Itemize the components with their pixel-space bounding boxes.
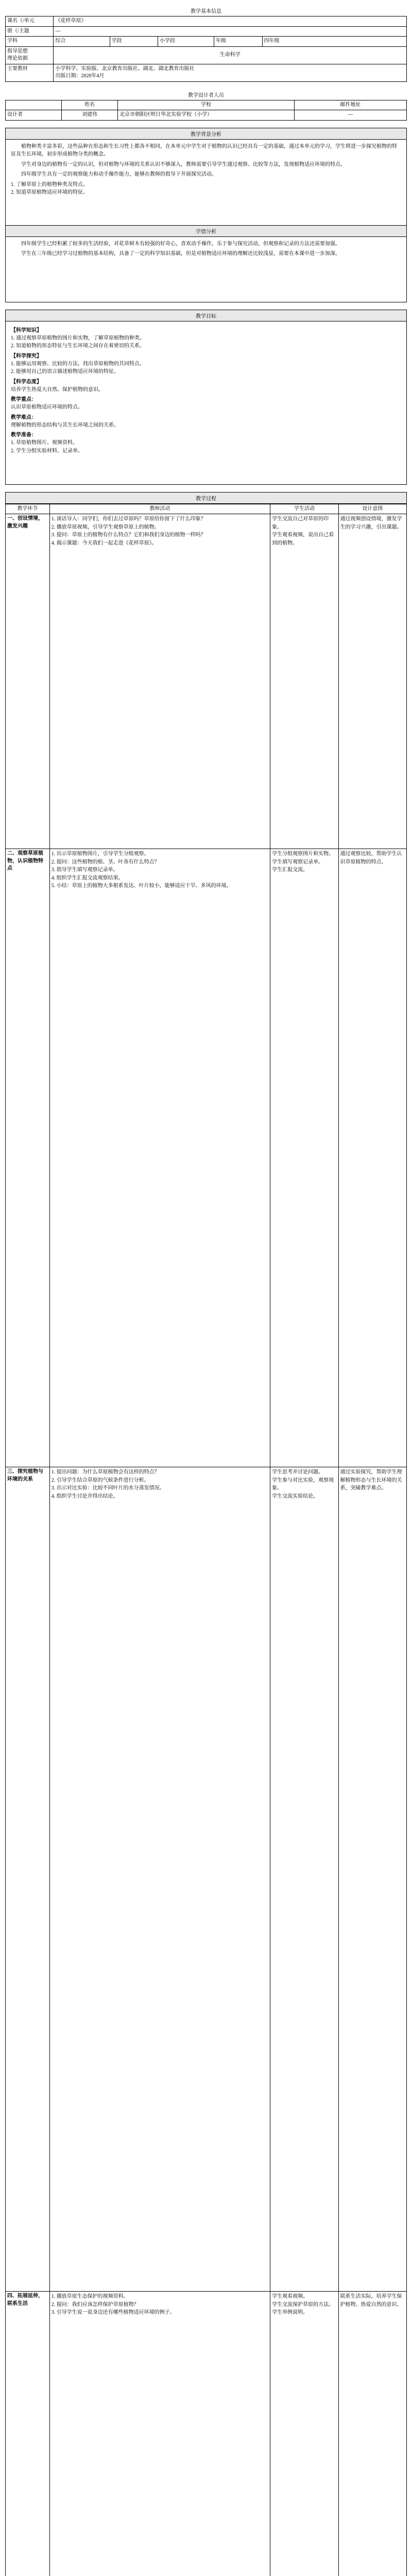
textbook-line: 小学科学、实验版、北京教育出版社、湖北、湖北教育出版社	[55, 65, 195, 72]
student-step: 学生思考并讨论问题。	[272, 1469, 324, 1475]
goals-line: 认识草原植物适应环境的特点。	[11, 404, 83, 410]
process-student-cell	[270, 849, 338, 1467]
background-point: 2. 知道草原植物适应环境的特征。	[11, 190, 88, 195]
student-step: 学生观看视频。	[272, 2294, 308, 2299]
process-student-cell	[270, 1467, 338, 2292]
designer-header-cell: 姓名	[62, 100, 118, 110]
designer-header-row	[6, 100, 407, 110]
teacher-step: 4. 揭示课题：今天我们一起走进《花样草原》。	[51, 540, 157, 546]
guide-row	[6, 46, 407, 64]
goals-line: 2. 学生分组实验材料、记录单。	[11, 448, 83, 454]
lesson-plan-document	[5, 5, 407, 2576]
goals-caption: 教学目标	[5, 310, 407, 321]
teacher-step: 3. 指导学生填写观察记录单。	[51, 867, 118, 873]
process-header-cell: 学生活动	[270, 504, 338, 514]
teacher-step: 1. 谈话导入：同学们，你们去过草原吗？草原给你留下了什么印象？	[51, 516, 206, 522]
process-stage: 三、探究植物与环境的关系	[6, 1467, 50, 2292]
background-paragraph: 植物种类丰富多彩，这些品种在形态和生长习性上都各不相同，在本单元中学生对于植物的认识已经具有一定的基础，通过本单元的学习，学生将进一步探究植物的特征及生长环境，初步形成植物分类的概念。	[11, 143, 397, 157]
student-step: 学生观看视频，说出自己看到的植物。	[272, 532, 334, 546]
subject-value: 综合	[54, 37, 110, 47]
stage-label: 学段	[110, 37, 158, 47]
grade-value: 四年级	[262, 37, 407, 47]
background-paragraph: 学生对身边的植物有一定的认识，但对植物与环境的关系认识不够深入，教师需要引导学生通过观察、比较等方法，发现植物适应环境的特点。	[21, 161, 346, 167]
process-stage: 一、创设情境，激发兴趣	[6, 514, 50, 849]
goals-line: 培养学生热爱大自然、保护植物的意识。	[11, 386, 104, 393]
teacher-step: 2. 播放草原视频，引导学生观察草原上的植物。	[51, 524, 160, 530]
grade-label: 年级	[214, 37, 262, 47]
designer-header-cell	[6, 100, 62, 110]
designer-header-cell: 学校	[118, 100, 295, 110]
goals-heading: 教学重点：	[11, 397, 37, 402]
process-intent-cell	[338, 849, 406, 1467]
designer-caption: 教学设计者人员	[188, 92, 224, 98]
unit-value: —	[54, 26, 407, 37]
guide-value: 生命科学	[54, 46, 407, 64]
goals-heading: 【科学探究】	[11, 353, 42, 359]
process-caption: 教学过程	[5, 492, 407, 504]
process-teacher-cell	[49, 514, 270, 849]
process-header-cell: 教学环节	[6, 504, 50, 514]
teacher-step: 4. 组织学生汇报交流观察结果。	[51, 875, 124, 881]
process-row-1	[6, 514, 407, 849]
analysis-caption: 学情分析	[5, 226, 407, 237]
teacher-step: 1. 播放草原生态保护的视频资料。	[51, 2294, 129, 2299]
goals-line: 理解植物的形态结构与其生长环境之间的关系。	[11, 422, 119, 428]
guide-label: 指导思想 理论依据	[6, 46, 54, 64]
teacher-step: 2. 引导学生结合草原的气候条件进行分析。	[51, 1477, 149, 1483]
process-table	[5, 504, 407, 2576]
student-step: 学生交流实验结论。	[272, 1493, 319, 1499]
background-paragraph: 四年级学生具有一定的观察能力和动手操作能力，能够在教师的指导下开展探究活动。	[21, 172, 217, 177]
student-step: 学生汇报交流。	[272, 867, 308, 873]
goals-heading: 【科学知识】	[11, 327, 42, 333]
goals-line: 2. 能够用自己的语言描述植物适应环境的特征。	[11, 369, 119, 375]
subject-row	[6, 37, 407, 47]
designer-table	[5, 100, 407, 121]
analysis-block	[5, 237, 407, 302]
teacher-step: 3. 引导学生说一说身边还有哪些植物适应环境的例子。	[51, 2310, 175, 2315]
process-header-row	[6, 504, 407, 514]
intent-text: 通过视频创设情境，激发学生的学习兴趣，引出课题。	[340, 516, 402, 530]
student-step: 学生参与对比实验，观察现象。	[272, 1477, 334, 1491]
analysis-paragraph: 学生在三年级已经学习过植物的基本结构，具备了一定的科学知识基础，但是对植物适应环境的理解还比较浅显，需要在本课中进一步加深。	[21, 251, 340, 257]
process-teacher-cell	[49, 849, 270, 1467]
process-header-cell: 教师活动	[49, 504, 270, 514]
process-row-2	[6, 849, 407, 1467]
designer-role: 设计者	[6, 110, 62, 121]
lesson-name-label: 课名（/单元	[6, 16, 54, 27]
goals-heading: 教学难点：	[11, 414, 37, 420]
background-point: 1. 了解草原上的植物种类及特点。	[11, 181, 88, 188]
goals-line: 1. 草原植物图片、视频资料。	[11, 440, 78, 446]
textbook-label: 主要教材	[6, 64, 54, 81]
goals-heading: 【科学态度】	[11, 379, 42, 385]
designer-row	[6, 110, 407, 121]
background-block	[5, 140, 407, 226]
goals-block	[5, 321, 407, 485]
process-teacher-cell	[49, 1467, 270, 2292]
teacher-step: 3. 出示对比实验：比较不同叶片的水分蒸发情况。	[51, 1485, 165, 1491]
process-row-3	[6, 1467, 407, 2292]
teacher-step: 3. 提问：草原上的植物有什么特点？它们和我们身边的植物一样吗？	[51, 532, 206, 538]
textbook-value	[54, 64, 407, 81]
designer-email: —	[294, 110, 406, 121]
teacher-step: 1. 出示草原植物图片，引导学生分组观察。	[51, 851, 149, 857]
teacher-step: 5. 小结：草原上的植物大多根系发达、叶片较小，能够适应干旱、多风的环境。	[51, 883, 232, 889]
intent-text: 通过实验探究，帮助学生理解植物形态与生长环境的关系，突破教学难点。	[340, 1469, 402, 1491]
designer-header-cell: 邮件地址	[294, 100, 406, 110]
goals-line: 2. 知道植物的形态特征与生长环境之间存在着密切的关系。	[11, 343, 145, 349]
process-student-cell	[270, 514, 338, 849]
student-step: 学生交流自己对草原的印象。	[272, 516, 329, 530]
analysis-paragraph: 四年级学生已经积累了较多的生活经验，对花草树木有较强的好奇心，喜欢动手操作，乐于参与探究活动，但观察和记录的方法还需要加强。	[21, 241, 340, 247]
goals-heading: 教学准备：	[11, 432, 37, 438]
process-intent-cell	[338, 2292, 406, 2576]
lesson-name-row	[6, 16, 407, 27]
process-stage: 二、观察草原植物，认识植物特点	[6, 849, 50, 1467]
basic-info-table	[5, 16, 407, 82]
student-step: 学生分组观察图片和实物。	[272, 851, 334, 857]
teacher-step: 2. 提问：我们应该怎样保护草原植物？	[51, 2301, 139, 2308]
unit-row	[6, 26, 407, 37]
textbook-row	[6, 64, 407, 81]
goals-line: 1. 能够运用观察、比较的方法，找出草原植物的共同特点。	[11, 361, 145, 367]
student-step: 学生交流保护草原的方法。	[272, 2301, 334, 2308]
teacher-step: 1. 提出问题：为什么草原植物会有这样的特点？	[51, 1469, 160, 1475]
intent-text: 通过观察比较，帮助学生认识草原植物的特点。	[340, 851, 402, 865]
basic-info-caption: 教学基本信息	[191, 9, 221, 14]
stage-value: 小学段	[158, 37, 214, 47]
process-row-4	[6, 2292, 407, 2576]
background-caption: 教学背景分析	[5, 128, 407, 140]
student-step: 学生填写观察记录单。	[272, 859, 324, 865]
teacher-step: 2. 提问：这些植物的根、茎、叶各有什么特点？	[51, 859, 160, 865]
teacher-step: 4. 组织学生讨论并得出结论。	[51, 1493, 118, 1499]
student-step: 学生举例说明。	[272, 2310, 308, 2315]
designer-school: 北京市朝阳区明日华北实验学校（小学）	[118, 110, 295, 121]
process-header-cell: 设计意图	[338, 504, 406, 514]
subject-label: 学科	[6, 37, 54, 47]
goals-line: 1. 通过观察草原植物的图片和实物，了解草原植物的种类。	[11, 335, 145, 341]
process-student-cell	[270, 2292, 338, 2576]
intent-text: 联系生活实际，培养学生保护植物、热爱自然的意识。	[340, 2294, 402, 2308]
unit-label: 册（/主题	[6, 26, 54, 37]
lesson-name-value: 《花样草原》	[54, 16, 407, 27]
process-intent-cell	[338, 1467, 406, 2292]
process-intent-cell	[338, 514, 406, 849]
textbook-line: 出版日期：2020年4月	[55, 73, 105, 79]
designer-name: 刘建伟	[62, 110, 118, 121]
process-teacher-cell	[49, 2292, 270, 2576]
process-stage: 四、拓展延伸，联系生活	[6, 2292, 50, 2576]
